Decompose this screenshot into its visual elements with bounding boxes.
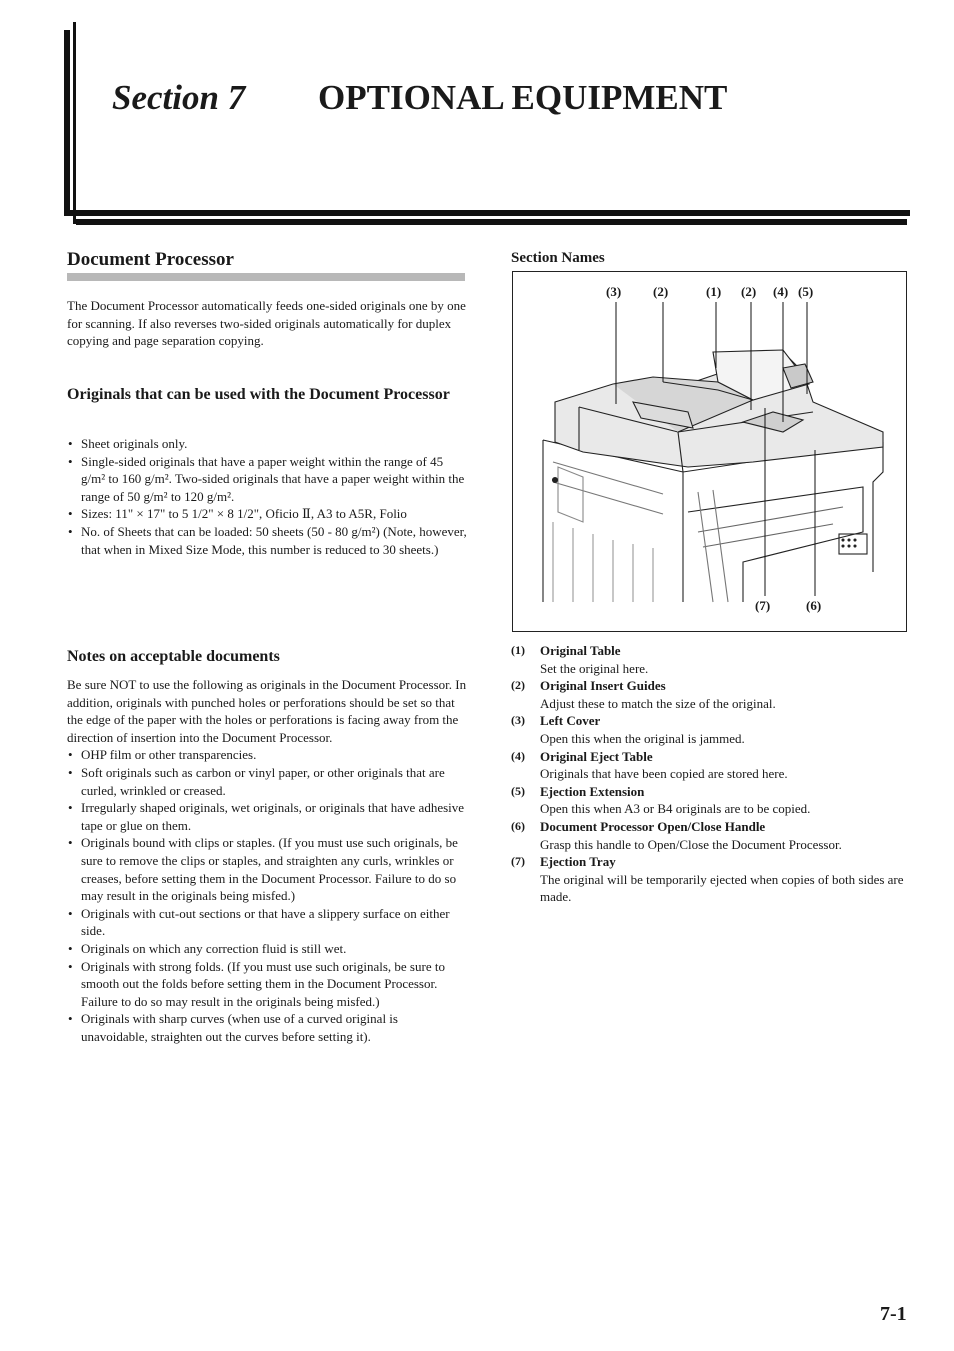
list-item: • Soft originals such as carbon or vinyl paper, or other originals that are curled, wrinkled or creased. xyxy=(67,764,467,799)
header-rule-top xyxy=(64,210,910,216)
list-item: • OHP film or other transparencies. xyxy=(67,746,467,764)
legend-entry: (1) Original Table Set the original here. xyxy=(511,643,649,676)
callout-3: (3) xyxy=(606,284,622,299)
list-item: • Sizes: 11" × 17" to 5 1/2" × 8 1/2", Oficio Ⅱ, A3 to A5R, Folio xyxy=(67,505,467,523)
originals-heading: Originals that can be used with the Document Processor xyxy=(67,386,450,403)
list-item: • Originals with cut-out sections or that have a slippery surface on either side. xyxy=(67,905,467,940)
heading-underline xyxy=(67,273,465,281)
section-names-figure xyxy=(512,271,907,632)
parts-legend xyxy=(511,642,911,906)
callout-2: (2) xyxy=(653,284,669,299)
legend-entry: (7) Ejection Tray The original will be temporarily ejected when copies of both sides are made. xyxy=(511,854,904,905)
legend-entry: (6) Document Processor Open/Close Handle Grasp this handle to Open/Close the Document Processor. xyxy=(511,818,842,852)
legend-entry: (2) Original Insert Guides Adjust these to match the size of the original. xyxy=(511,678,776,711)
section-names-heading: Section Names xyxy=(511,250,605,266)
legend-entry: (4) Original Eject Table Originals that have been copied are stored here. xyxy=(511,748,788,782)
list-item: • Irregularly shaped originals, wet originals, or originals that have adhesive tape or glue on them. xyxy=(67,799,467,834)
list-item: • Originals on which any correction fluid is still wet. xyxy=(67,940,467,958)
header-bar-inner xyxy=(73,22,76,224)
document-processor-illustration xyxy=(513,272,905,630)
list-item: • Originals with sharp curves (when use of a curved original is unavoidable, straighten out the curves before setting it). xyxy=(67,1010,467,1045)
callout-7: (7) xyxy=(755,598,771,613)
callout-6: (6) xyxy=(806,598,822,613)
originals-list xyxy=(67,435,467,558)
chapter-title xyxy=(112,78,727,118)
intro-paragraph xyxy=(67,297,467,350)
document-processor-heading: Document Processor xyxy=(67,249,234,270)
notes-heading: Notes on acceptable documents xyxy=(67,648,280,665)
list-item: • Sheet originals only. xyxy=(67,435,467,453)
list-item: • No. of Sheets that can be loaded: 50 sheets (50 - 80 g/m²) (Note, however, that when in Mixed Size Mode, this number is reduced to 30 sheets.) xyxy=(67,523,467,558)
callout-5: (5) xyxy=(798,284,814,299)
list-item: • Originals with strong folds. (If you must use such originals, be sure to smooth out the folds before setting them in the Document Processor. Failure to do so may result in the originals being misfed.) xyxy=(67,958,467,1011)
callout-4: (4) xyxy=(773,284,789,299)
notes-intro: Be sure NOT to use the following as originals in the Document Processor. In addition, originals with punched holes or perforations should be set so that the edge of the paper with the holes or perforations is facing away from the direction of insertion into the Document Processor. xyxy=(67,677,467,745)
chapter-name: OPTIONAL EQUIPMENT xyxy=(318,78,728,117)
list-item: • Originals bound with clips or staples. (If you must use such originals, be sure to remove the clips or staples, and straighten any curls, wrinkles or creases, before setting them in the Document Processor. Failure to do so may result in the originals being misfed.) xyxy=(67,834,467,904)
section-label: Section 7 xyxy=(112,78,246,117)
notes-section xyxy=(67,676,467,1045)
intro-text: The Document Processor automatically feeds one-sided originals one by one for scanning. If also reverses two-sided originals automatically for duplex copying and page separation copying. xyxy=(67,298,466,349)
legend-entry: (3) Left Cover Open this when the original is jammed. xyxy=(511,713,745,746)
callout-2b: (2) xyxy=(741,284,757,299)
page-number: 7-1 xyxy=(880,1303,907,1325)
legend-entry: (5) Ejection Extension Open this when A3 or B4 originals are to be copied. xyxy=(511,783,811,817)
header-bar-outer xyxy=(64,30,70,215)
header-rule-bottom xyxy=(76,219,907,225)
callout-1: (1) xyxy=(706,284,722,299)
list-item: • Single-sided originals that have a paper weight within the range of 45 g/m² to 160 g/m². Two-sided originals that have a paper weight within the range of 50 g/m² to 120 g/m². xyxy=(67,453,467,506)
